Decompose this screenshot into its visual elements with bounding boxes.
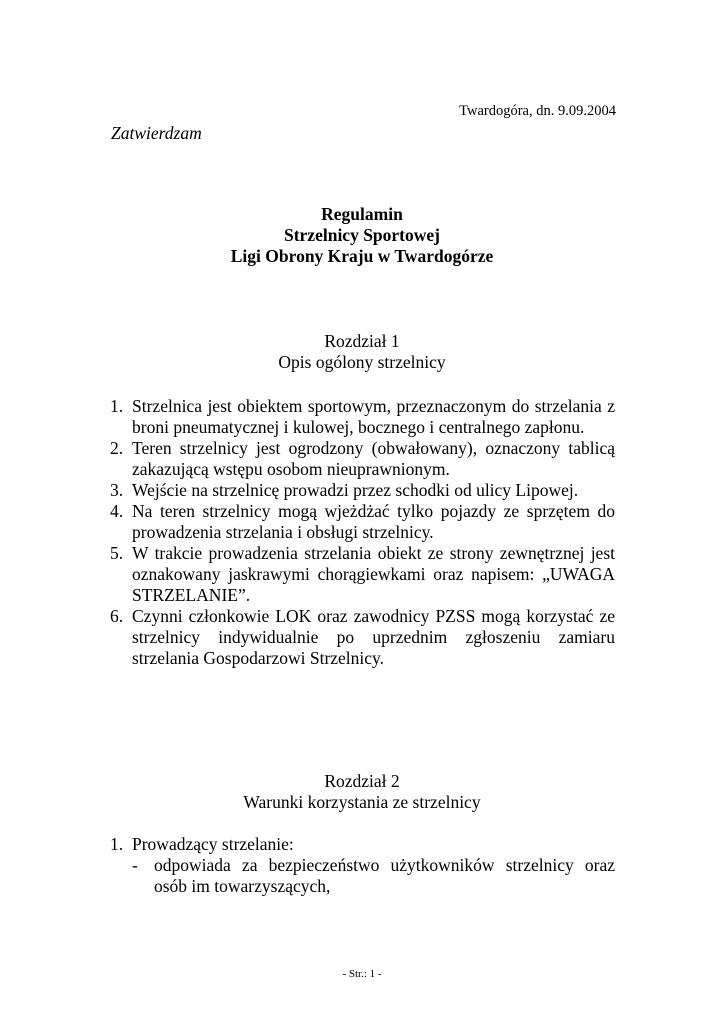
rule-item (110, 396, 615, 438)
rule-text: Teren strzelnicy jest ogrodzony (obwałowany), oznaczony tablicą zakazującą wstępu osobom nieuprawnionym. (132, 438, 615, 479)
date-line: Twardogóra, dn. 9.09.2004 (459, 103, 616, 119)
title-line-1: Regulamin (321, 204, 403, 224)
rule-number: 3. (110, 480, 124, 500)
rule-number: 6. (110, 606, 124, 626)
chapter-2-number: Rozdział 2 (324, 771, 400, 791)
rule-item (110, 606, 615, 669)
rule-number: 1. (110, 834, 124, 854)
chapter-2-heading (0, 771, 724, 813)
rule-text: Strzelnica jest obiektem sportowym, przeznaczonym do strzelania z broni pneumatycznej i kulowej, bocznego i centralnego zapłonu. (132, 396, 615, 437)
rule-text: Czynni członkowie LOK oraz zawodnicy PZSS mogą korzystać ze strzelnicy indywidualnie po uprzednim zgłoszeniu zamiaru strzelania Gospodarzowi Strzelnicy. (132, 606, 615, 668)
rule-number: 5. (110, 543, 124, 563)
rule-number: 2. (110, 438, 124, 458)
chapter-2-title: Warunki korzystania ze strzelnicy (243, 792, 481, 812)
rule-item (110, 543, 615, 606)
rule-number: 1. (110, 396, 124, 416)
rule-item (110, 438, 615, 480)
rule-item (110, 834, 615, 897)
chapter-1-number: Rozdział 1 (324, 331, 400, 351)
rule-item (110, 480, 615, 501)
title-line-3: Ligi Obrony Kraju w Twardogórze (230, 246, 494, 266)
rule-text: Na teren strzelnicy mogą wjeżdżać tylko pojazdy ze sprzętem do prowadzenia strzelania i obsługi strzelnicy. (132, 501, 615, 542)
rule-text: W trakcie prowadzenia strzelania obiekt ze strony zewnętrznej jest oznakowany jaskrawymi chorągiewkami oraz napisem: „UWAGA STRZELANIE”. (132, 543, 615, 605)
chapter-1-title: Opis ogólony strzelnicy (278, 352, 446, 372)
page-number: - Str.: 1 - (342, 968, 382, 980)
chapter-2-rules (110, 834, 615, 897)
rule-number: 4. (110, 501, 124, 521)
sub-rule-list (132, 855, 615, 897)
sub-rule-text: odpowiada za bezpieczeństwo użytkowników strzelnicy oraz osób im towarzyszących, (154, 855, 615, 896)
dash-bullet: - (132, 855, 138, 875)
rule-item (110, 501, 615, 543)
chapter-1-rules (110, 396, 615, 669)
rule-text: Wejście na strzelnicę prowadzi przez schodki od ulicy Lipowej. (132, 480, 579, 500)
approval-note: Zatwierdzam (111, 123, 202, 143)
sub-rule-item (132, 855, 615, 897)
chapter-1-heading (0, 331, 724, 373)
rule-text: Prowadzący strzelanie: (132, 834, 294, 854)
document-title (0, 204, 724, 267)
title-line-2: Strzelnicy Sportowej (283, 225, 440, 245)
